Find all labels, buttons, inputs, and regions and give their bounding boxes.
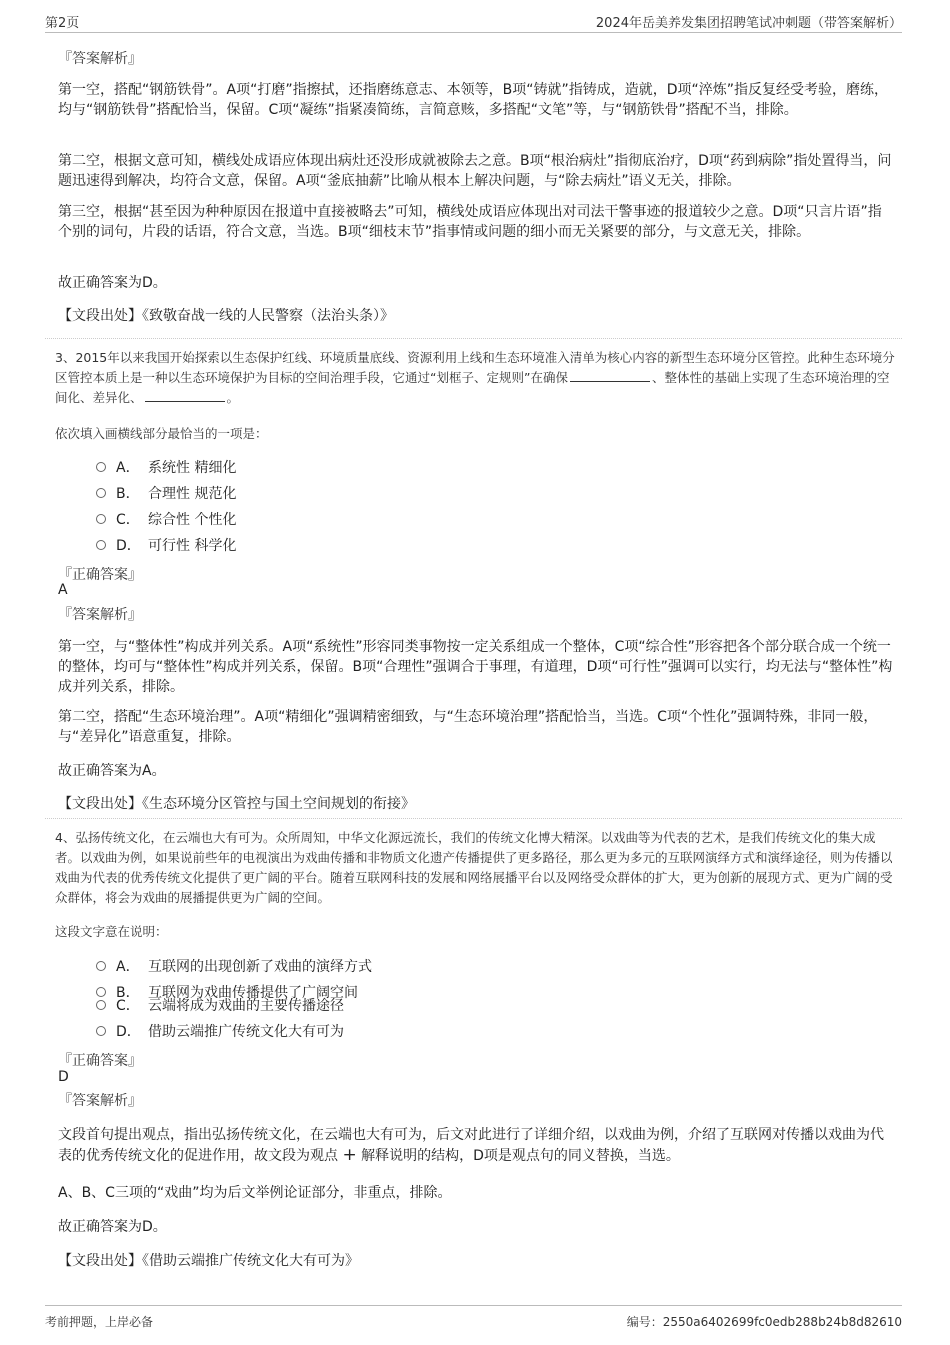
correct-answer: D (58, 1069, 69, 1085)
footer-divider (45, 1305, 902, 1306)
correct-answer-label: 『正确答案』 (58, 1053, 142, 1069)
option-d[interactable]: D． 可行性 科学化 (96, 536, 236, 556)
radio-icon[interactable] (96, 488, 106, 498)
passage-source: 【文段出处】《借助云端推广传统文化大有可为》 (58, 1253, 359, 1269)
option-d[interactable]: D． 借助云端推广传统文化大有可为 (96, 1022, 344, 1042)
analysis-paragraph: 第三空，根据“甚至因为种种原因在报道中直接被略去”可知，横线处成语应体现出对司法干警事迹的报道较少之意。D项“只言片语”指个别的词句，片段的话语，符合文意，当选。B项“细枝末节”指事情或问题的细小而无关紧要的部分，与文意无关，排除。 (58, 204, 882, 240)
footer-slogan: 考前押题，上岸必备 (45, 1315, 154, 1329)
analysis-label: 『答案解析』 (58, 1093, 142, 1109)
analysis-paragraph: 第二空，搭配“生态环境治理”。A项“精细化”强调精密细致，与“生态环境治理”搭配恰当，当选。C项“个性化”强调特殊，非同一般，与“差异化”语意重复，排除。 (58, 709, 878, 745)
radio-icon[interactable] (96, 1026, 106, 1036)
conclusion: 故正确答案为D。 (58, 1219, 167, 1235)
conclusion: 故正确答案为D。 (58, 275, 167, 291)
question-divider (45, 338, 902, 339)
document-title: 2024年岳美养发集团招聘笔试冲刺题（带答案解析） (595, 16, 902, 31)
option-b[interactable]: B． 互联网为戏曲传播提供了广阔空间 (96, 983, 358, 1003)
page-header (0, 12, 950, 34)
radio-icon[interactable] (96, 1000, 106, 1010)
option-a[interactable]: A． 互联网的出现创新了戏曲的演绎方式 (96, 957, 372, 977)
radio-icon[interactable] (96, 462, 106, 472)
question-prompt: 这段文字意在说明： (55, 924, 168, 939)
passage-source: 【文段出处】《致敬奋战一线的人民警察（法治头条）》 (58, 308, 394, 324)
analysis-label: 『答案解析』 (58, 51, 142, 67)
correct-answer: A (58, 582, 68, 598)
fill-blank (145, 389, 225, 402)
header-divider (45, 32, 902, 33)
option-a[interactable]: A． 系统性 精细化 (96, 458, 236, 478)
analysis-paragraph: 第一空，搭配“钢筋铁骨”。A项“打磨”指擦拭，还指磨练意志、本领等，B项“铸就”指铸成，造就，D项“淬炼”指反复经受考验，磨练，均与“钢筋铁骨”搭配恰当，保留。C项“凝练”指紧凑简练，言简意赅，多搭配“文笔”等，与“钢筋铁骨”搭配不当，排除。 (58, 82, 888, 118)
conclusion: 故正确答案为A。 (58, 763, 166, 779)
question-divider (45, 818, 902, 819)
correct-answer-label: 『正确答案』 (58, 567, 142, 583)
option-b[interactable]: B． 合理性 规范化 (96, 484, 236, 504)
analysis-paragraph: 文段首句提出观点，指出弘扬传统文化，在云端也大有可为，后文对此进行了详细介绍，以戏曲为例，介绍了互联网对传播以戏曲为代表的优秀传统文化的促进作用，故文段为观点 + 解释说明的结构，D项是观点句的同义替换，当选。 (58, 1127, 884, 1165)
analysis-paragraph: 第一空，与“整体性”构成并列关系。A项“系统性”形容同类事物按一定关系组成一个整体，C项“综合性”形容把各个部分联合成一个统一的整体，均可与“整体性”构成并列关系，保留。B项“合理性”强调合于事理，有道理，D项“可行性”强调可以实行，均无法与“整体性”构成并列关系，排除。 (58, 639, 893, 695)
question-stem: 4、弘扬传统文化，在云端也大有可为。众所周知，中华文化源远流长，我们的传统文化博大精深。以戏曲等为代表的艺术，是我们传统文化的集大成者。以戏曲为例，如果说前些年的电视演出为戏曲传播和非物质文化遗产传播提供了更多路径，那么更为多元的互联网演绎方式和演绎途径，则为传播以戏曲为代表的优秀传统文化提供了更广阔的平台。随着互联网科技的发展和网络展播平台以及网络受众群体的扩大，更为创新的展现方式、更为广阔的受众群体，将会为戏曲的展播提供更为广阔的空间。 (55, 830, 893, 905)
question-prompt: 依次填入画横线部分最恰当的一项是： (55, 426, 268, 441)
radio-icon[interactable] (96, 961, 106, 971)
document-id: 编号：2550a6402699fc0edb288b24b8d82610 (626, 1315, 902, 1329)
option-c[interactable]: C． 综合性 个性化 (96, 510, 236, 530)
plus-sign: + (342, 1145, 357, 1165)
analysis-paragraph: 第二空，根据文意可知，横线处成语应体现出病灶还没形成就被除去之意。B项“根治病灶”指彻底治疗，D项“药到病除”指处置得当，问题迅速得到解决，均符合文意，保留。A项“釜底抽薪”比喻从根本上解决问题，与“除去病灶”语义无关，排除。 (58, 153, 892, 189)
radio-icon[interactable] (96, 514, 106, 524)
question-stem: 3、2015年以来我国开始探索以生态保护红线、环境质量底线、资源利用上线和生态环境准入清单为核心内容的新型生态环境分区管控。此种生态环境分区管控本质上是一种以生态环境保护为目标的空间治理手段，它通过“划框子、定规则”在确保 、整体性的基础上实现了生态环境治理的空间化、差异化、 。 (55, 350, 895, 405)
passage-source: 【文段出处】《生态环境分区管控与国土空间规划的衔接》 (58, 796, 415, 812)
radio-icon[interactable] (96, 540, 106, 550)
analysis-paragraph: A、B、C三项的“戏曲”均为后文举例论证部分，非重点，排除。 (58, 1185, 452, 1201)
analysis-label: 『答案解析』 (58, 607, 142, 623)
option-c[interactable]: C． 云端将成为戏曲的主要传播途径 (96, 996, 344, 1016)
fill-blank (570, 369, 650, 382)
page-number: 第2页 (45, 16, 80, 31)
